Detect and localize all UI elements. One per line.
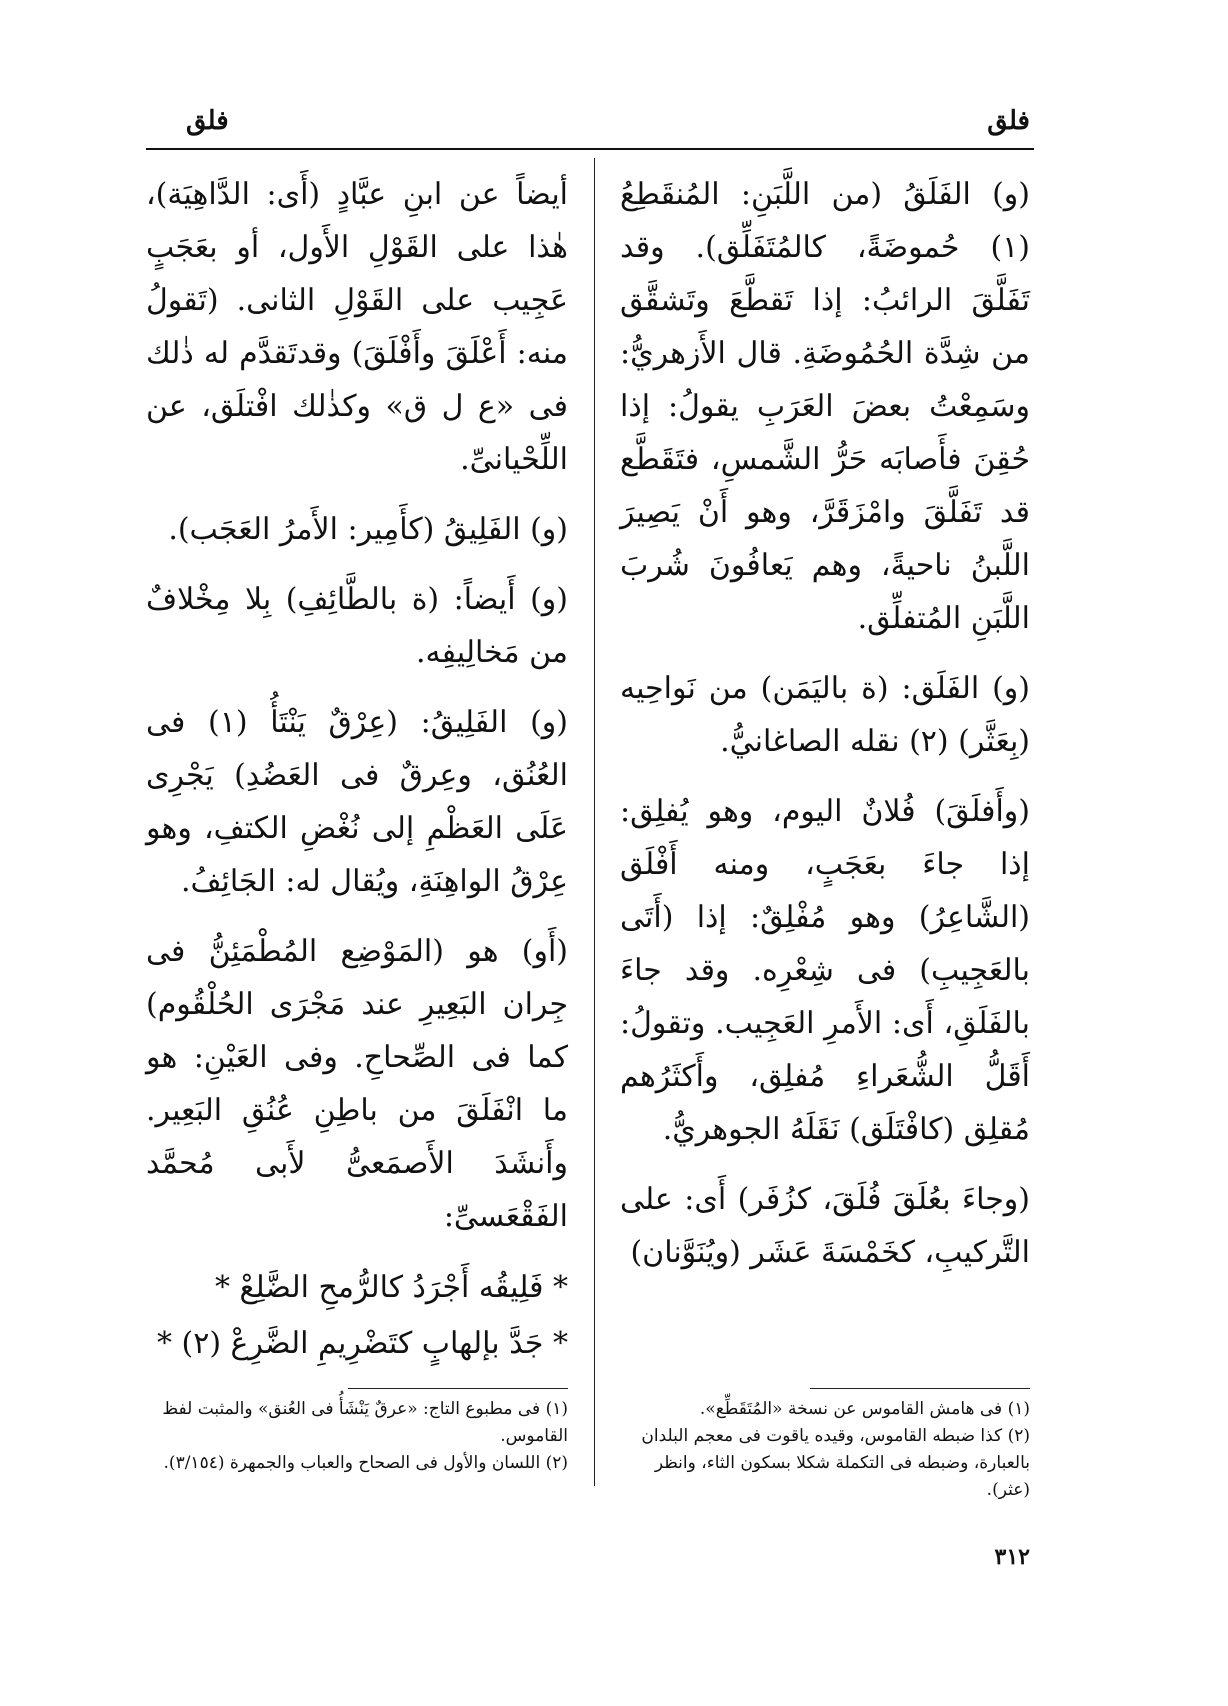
entry-paragraph: أيضاً عن ابنِ عبَّادٍ (أَى: الدَّاهِيَة)، هٰذا على القَوْلِ الأَول، أو بعَجَبٍ عَجِيب على القَوْلِ الثانى. (تَقولُ منه: أَعْلَقَ وأَفْلَقَ) وقدتَقدَّم له ذٰلك فى «ع ل ق» وكذٰلك افْتلَق، عن اللِّحْيانىِّ.: [146, 177, 568, 477]
right-column: [620, 168, 1030, 1296]
footnotes-right: [620, 1396, 1030, 1504]
entry-paragraph: (و) الفَلَقُ (من اللَّبَنِ: المُنقَطِعُ (١) حُموضَةً، كالمُتَفَلِّق). وقد تَفَلَّقَ الرائبُ: إذا تَقطَّعَ وتَشقَّق من شِدَّة الحُمُوضَةِ. قال الأَزهريُّ: وسَمِعْتُ بعضَ العَرَبِ يقولُ: إذا حُقِنَ فأَصابَه حَرُّ الشَّمسِ، فتَقَطَّع قد تَفَلَّقَ وامْزَقَرَّ، وهو أَنْ يَصِيرَ اللَّبنُ ناحيةً، وهم يَعافُونَ شُربَ اللَّبَنِ المُتفلِّق.: [620, 177, 1030, 636]
entry-paragraph: (و) الفَلِيقُ: (عِرْقٌ يَنْتَأُ (١) فى العُنُق، وعِرقٌ فى العَضُدِ) يَجْرِى عَلَى العَظْمِ إلى نُغْضِ الكتفِ، وهو عِرْقُ الواهِنَةِ، ويُقال له: الجَائِفُ.: [146, 705, 568, 899]
header-root-word-left: فلق: [186, 106, 229, 136]
poetry-verse: * فَلِيقُه أَجْرَدُ كالرُّمحِ الضَّلِعْ *: [215, 1270, 568, 1305]
entry-paragraph: (وأَفلَقَ) فُلانٌ اليوم، وهو يُفلِق: إذا جاءَ بعَجَبٍ، ومنه أَفْلَق (الشَّاعِرُ) وهو مُفْلِقٌ: إذا (أَتَى بالعَجِيبِ) فى شِعْرِه. وقد جاءَ بالفَلَقِ، أَى: الأَمرِ العَجِيب. وتقولُ: أَقَلُّ الشُّعَراءِ مُفلِق، وأَكثَرُهم مُقلِق (كافْتَلَق) نَقَلَهُ الجوهريُّ.: [620, 794, 1030, 1147]
footnote-rule-left: [348, 1388, 568, 1389]
page-number: ٣١٢: [994, 1544, 1030, 1570]
header-rule: [146, 148, 1034, 150]
header-root-word-right: فلق: [987, 106, 1030, 136]
footnote: (٢) كذا ضبطه القاموس، وقيده ياقوت فى معجم البلدان بالعبارة، وضبطه فى التكملة شكلا بسكون الثاء، وانظر (عثر).: [641, 1426, 1030, 1500]
column-divider: [594, 158, 595, 1486]
entry-paragraph: (وجاءَ بعُلَقَ فُلَقَ، كزُفَر) أَى: على التَّركيبِ، كخَمْسَةَ عَشَر (ويُنَوَّنان): [620, 1182, 1030, 1270]
footnotes-left: [146, 1396, 568, 1477]
left-column: [146, 168, 568, 1372]
entry-paragraph: (و) الفَلَق: (ة باليَمَن) من نَواحِيه (بِعَثَّر) (٢) نقله الصاغانيُّ.: [620, 671, 1030, 759]
footnote: (٢) اللسان والأول فى الصحاح والعباب والجمهرة (٣/١٥٤).: [163, 1453, 568, 1473]
poetry-verse: * جَدَّ بإلهابٍ كتَضْرِيمِ الضَّرِعْ (٢) *: [156, 1326, 568, 1361]
footnote: (١) فى هامش القاموس عن نسخة «المُتَقَطِّع».: [699, 1399, 1030, 1419]
entry-paragraph: (أَو) هو (المَوْضِع المُطْمَئِنُّ فى جِران البَعِيرِ عند مَجْرَى الحُلْقُوم) كما فى الصِّحاحِ. وفى العَيْنِ: هو ما انْفَلَقَ من باطِنِ عُنُقِ البَعِير. وأَنشَدَ الأَصمَعىُّ لأَبى مُحمَّد الفَقْعَسىِّ:: [146, 934, 568, 1234]
entry-paragraph: (و) أَيضاً: (ة بالطَّائِفِ) بِلا مِخْلافٌ من مَخالِيفِه.: [146, 582, 568, 670]
footnote: (١) فى مطبوع التاج: «عرقٌ يَنْشَأُ فى العُنق» والمثبت لفظ القاموس.: [162, 1399, 568, 1446]
entry-paragraph: (و) الفَلِيقُ (كأَمِير: الأَمرُ العَجَب).: [168, 512, 568, 547]
footnote-rule-right: [810, 1388, 1030, 1389]
